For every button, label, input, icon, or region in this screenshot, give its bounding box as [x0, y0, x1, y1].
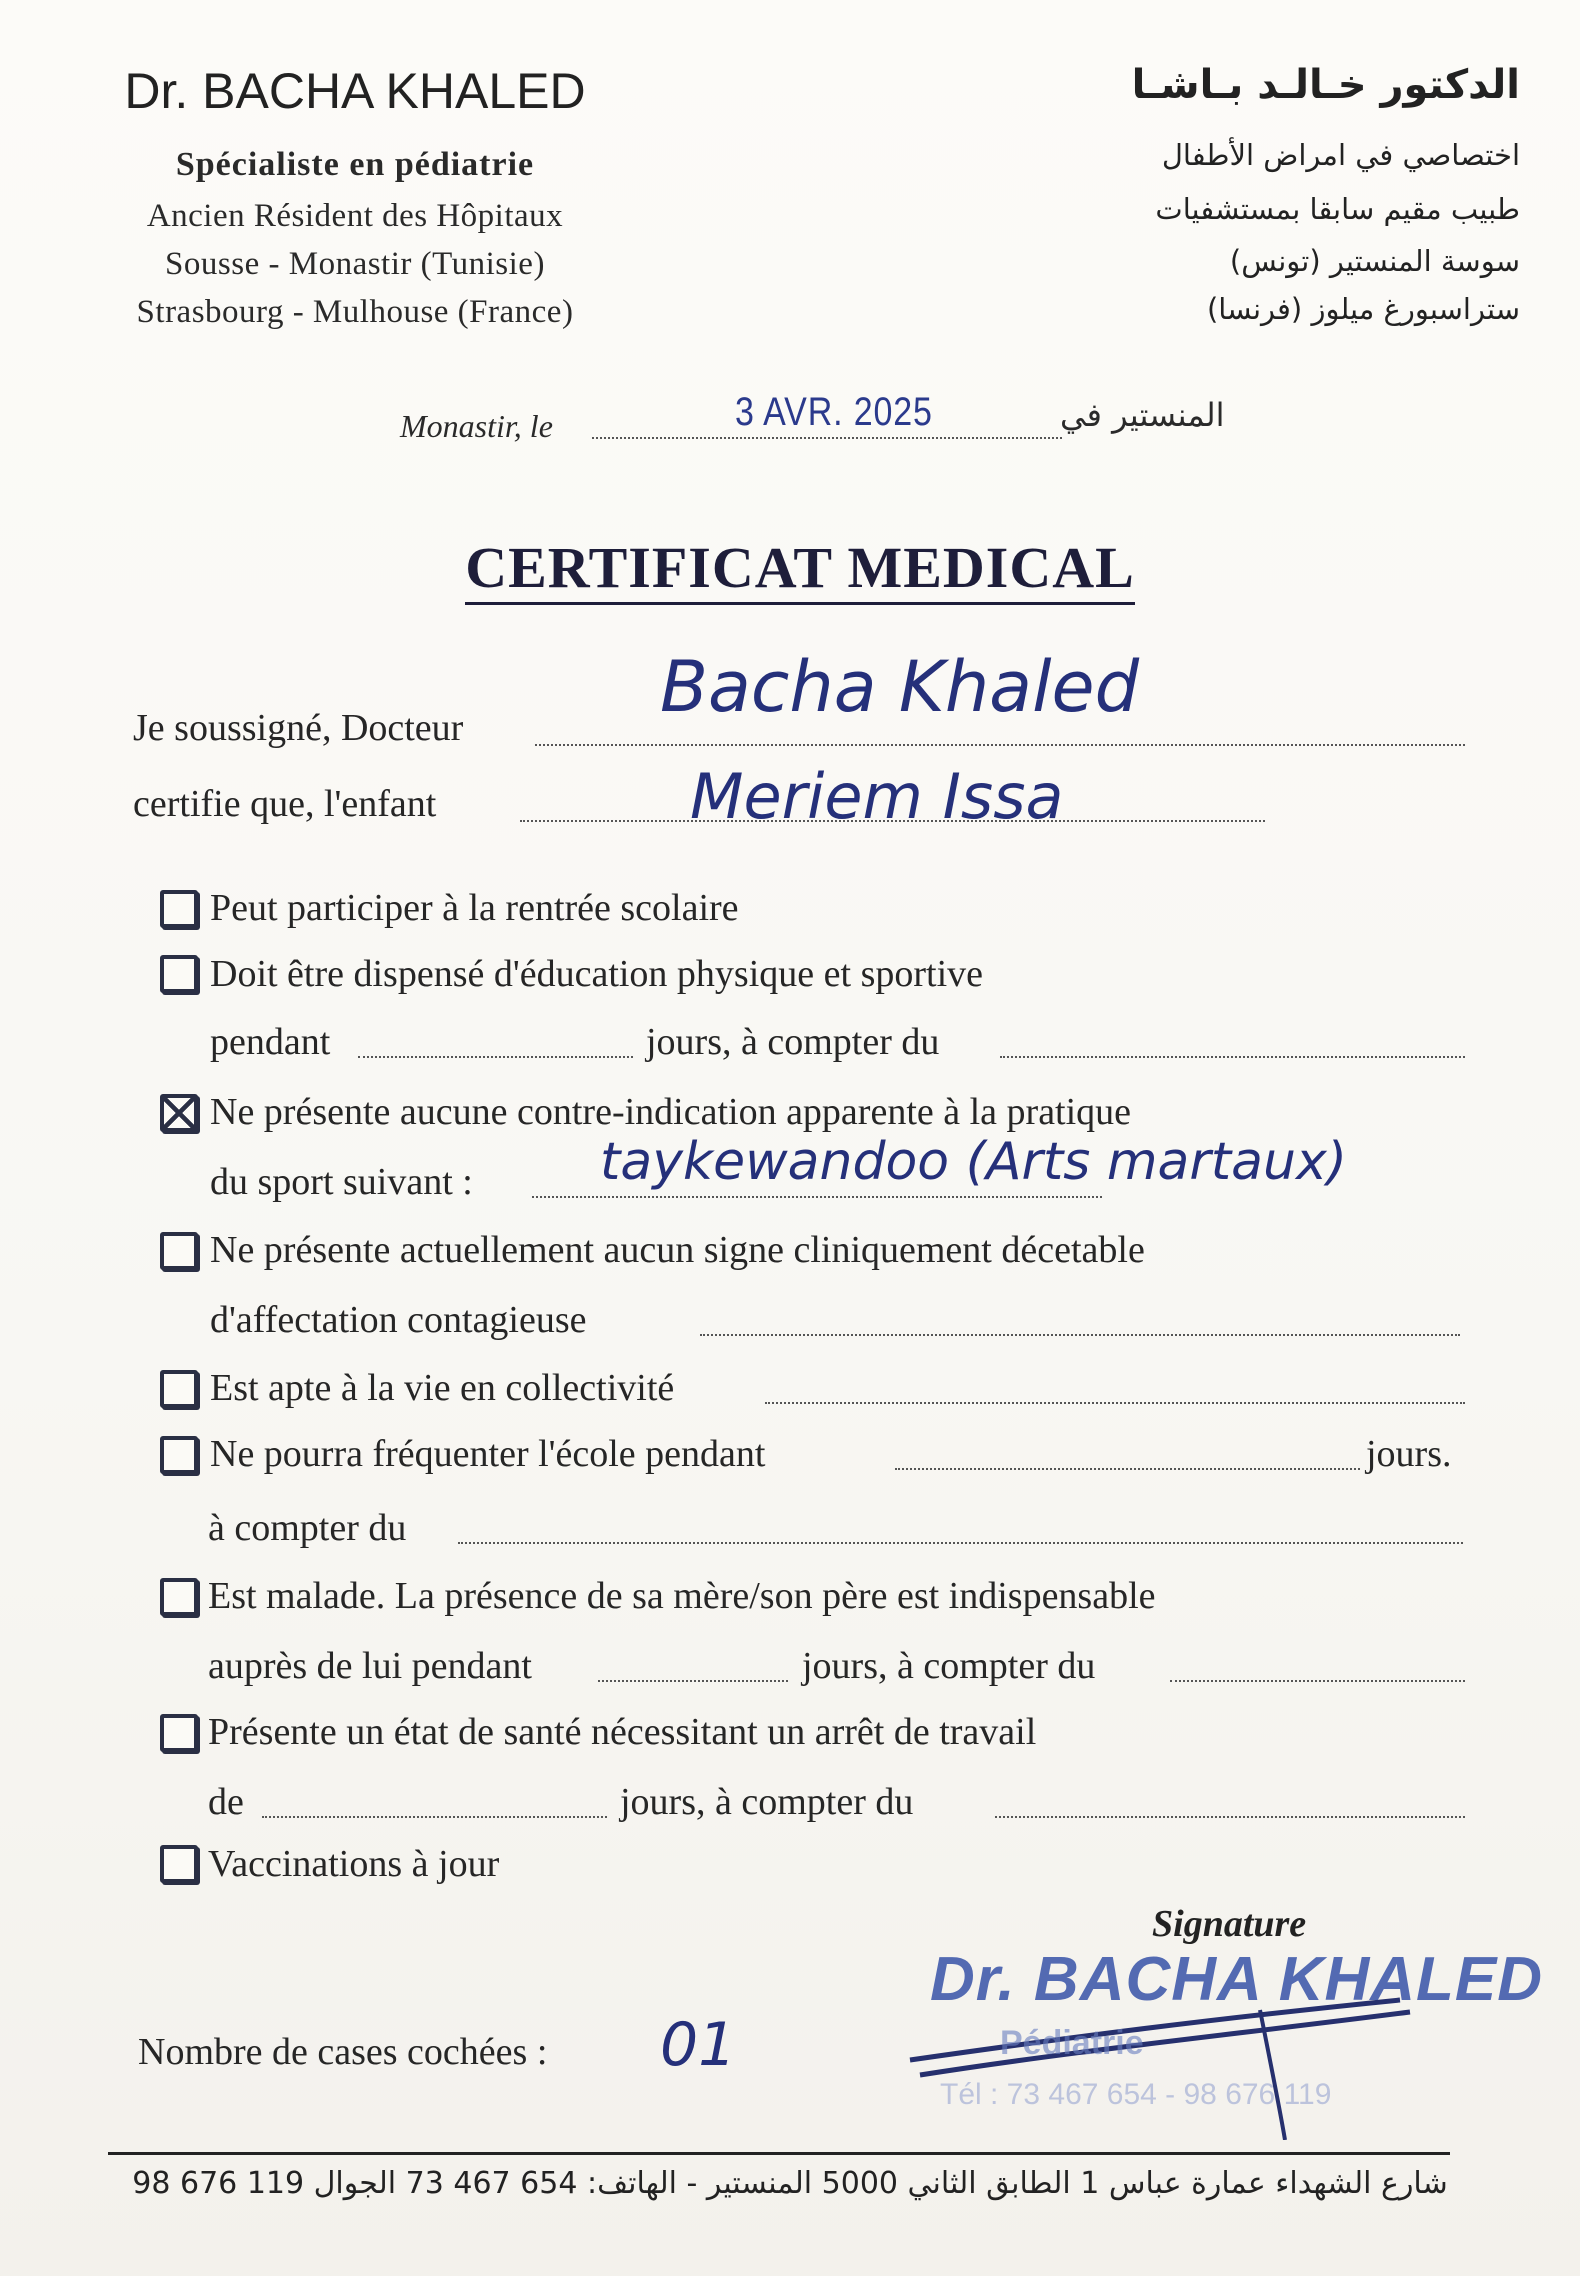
malade-date-line: [1170, 1672, 1465, 1682]
item-contre-indication-label: Ne présente aucune contre-indication apparente à la pratique: [210, 1091, 1132, 1133]
child-field-label: certifie que, l'enfant: [133, 783, 437, 825]
malade-days-line: [598, 1672, 788, 1682]
footer-address: شارع الشهداء عمارة عباس 1 الطابق الثاني 5000 المنستير - الهاتف: 654 467 73 الجوال 119 676 98: [132, 2166, 1448, 2201]
arabic-line-3: سوسة المنستير (تونس): [1229, 244, 1520, 278]
child-handwriting: Meriem Issa: [690, 760, 1064, 833]
specialty: Spécialiste en pédiatrie: [175, 146, 535, 183]
stamp-specialty: Pédiatrie: [1000, 2024, 1144, 2062]
item-malade-label: Est malade. La présence de sa mère/son père est indispensable: [208, 1575, 1156, 1617]
item-arret-label: Présente un état de santé nécessitant un arrêt de travail: [208, 1711, 1037, 1753]
footer-rule: [108, 2152, 1450, 2155]
item-rentree-label: Peut participer à la rentrée scolaire: [210, 887, 739, 929]
item-dispense-label: Doit être dispensé d'éducation physique et sportive: [210, 953, 983, 995]
stamp-doctor-name: Dr. BACHA KHALED: [930, 1945, 1544, 2014]
arabic-date-label: المنستير في: [1060, 396, 1225, 434]
ecole-date-line: [458, 1534, 1463, 1544]
contagieuse-line: [700, 1326, 1460, 1336]
header-line-2: Sousse - Monastir (Tunisie): [165, 246, 545, 282]
item-malade-jours: jours, à compter du: [802, 1645, 1096, 1687]
doctor-name: Dr. BACHA KHALED: [124, 63, 586, 119]
document-title: [0, 534, 1580, 601]
header-line-3: Strasbourg - Mulhouse (France): [136, 294, 574, 330]
dispense-date-line: [1000, 1048, 1465, 1058]
arret-days-line: [262, 1808, 607, 1818]
sport-handwriting: taykewandoo (Arts martaux): [600, 1132, 1348, 1192]
item-arret-jours: jours, à compter du: [620, 1781, 914, 1823]
signature-label: Signature: [1152, 1903, 1307, 1945]
checkbox-dispense-eps[interactable]: [160, 955, 198, 993]
checkbox-contre-indication[interactable]: [160, 1094, 198, 1132]
item-dispense-pendant: pendant: [210, 1021, 331, 1063]
item-arret-de: de: [208, 1781, 244, 1823]
header-line-1: Ancien Résident des Hôpitaux: [146, 198, 564, 234]
item-ecole-label: Ne pourra fréquenter l'école pendant: [210, 1433, 766, 1475]
item-sport-label: du sport suivant :: [210, 1161, 473, 1203]
item-contagieuse-label-1: Ne présente actuellement aucun signe cliniquement décetable: [210, 1229, 1145, 1271]
item-dispense-jours: jours, à compter du: [646, 1021, 940, 1063]
ecole-days-line: [895, 1460, 1360, 1470]
item-ecole-jours: jours.: [1366, 1433, 1452, 1475]
arret-date-line: [995, 1808, 1465, 1818]
collectivite-line: [765, 1394, 1465, 1404]
checkbox-rentree[interactable]: [160, 890, 198, 928]
dispense-days-line: [358, 1048, 633, 1058]
arabic-line-4: ستراسبورغ ميلوز (فرنسا): [1206, 292, 1520, 326]
arabic-line-2: طبيب مقيم سابقا بمستشفيات: [1155, 192, 1520, 226]
title-text: CERTIFICAT MEDICAL: [465, 535, 1135, 605]
item-malade-pendant: auprès de lui pendant: [208, 1645, 532, 1687]
arabic-line-1: اختصاصي في امراض الأطفال: [1161, 138, 1520, 172]
count-handwriting: 01: [660, 2010, 737, 2080]
doctor-field-label: Je soussigné, Docteur: [133, 707, 464, 749]
stamp-phone: Tél : 73 467 654 - 98 676 119: [940, 2078, 1332, 2111]
checkbox-vaccinations[interactable]: [160, 1845, 198, 1883]
item-contagieuse-label-2: d'affectation contagieuse: [210, 1299, 587, 1341]
date-stamp: 3 AVR. 2025: [735, 390, 933, 434]
checkbox-ecole[interactable]: [160, 1436, 198, 1474]
checkbox-contagieuse[interactable]: [160, 1232, 198, 1270]
item-ecole-compter: à compter du: [208, 1507, 407, 1549]
checkbox-arret-travail[interactable]: [160, 1714, 198, 1752]
date-label: Monastir, le: [400, 408, 553, 444]
item-collectivite-label: Est apte à la vie en collectivité: [210, 1367, 675, 1409]
doctor-handwriting: Bacha Khaled: [660, 646, 1140, 728]
doctor-field-line: [535, 736, 1465, 746]
checkbox-malade[interactable]: [160, 1578, 198, 1616]
item-vaccinations-label: Vaccinations à jour: [208, 1843, 500, 1885]
checkbox-collectivite[interactable]: [160, 1370, 198, 1408]
count-label: Nombre de cases cochées :: [138, 2031, 548, 2073]
arabic-doctor-name: الدكتور خـالـد بـاشـا: [1131, 62, 1520, 108]
